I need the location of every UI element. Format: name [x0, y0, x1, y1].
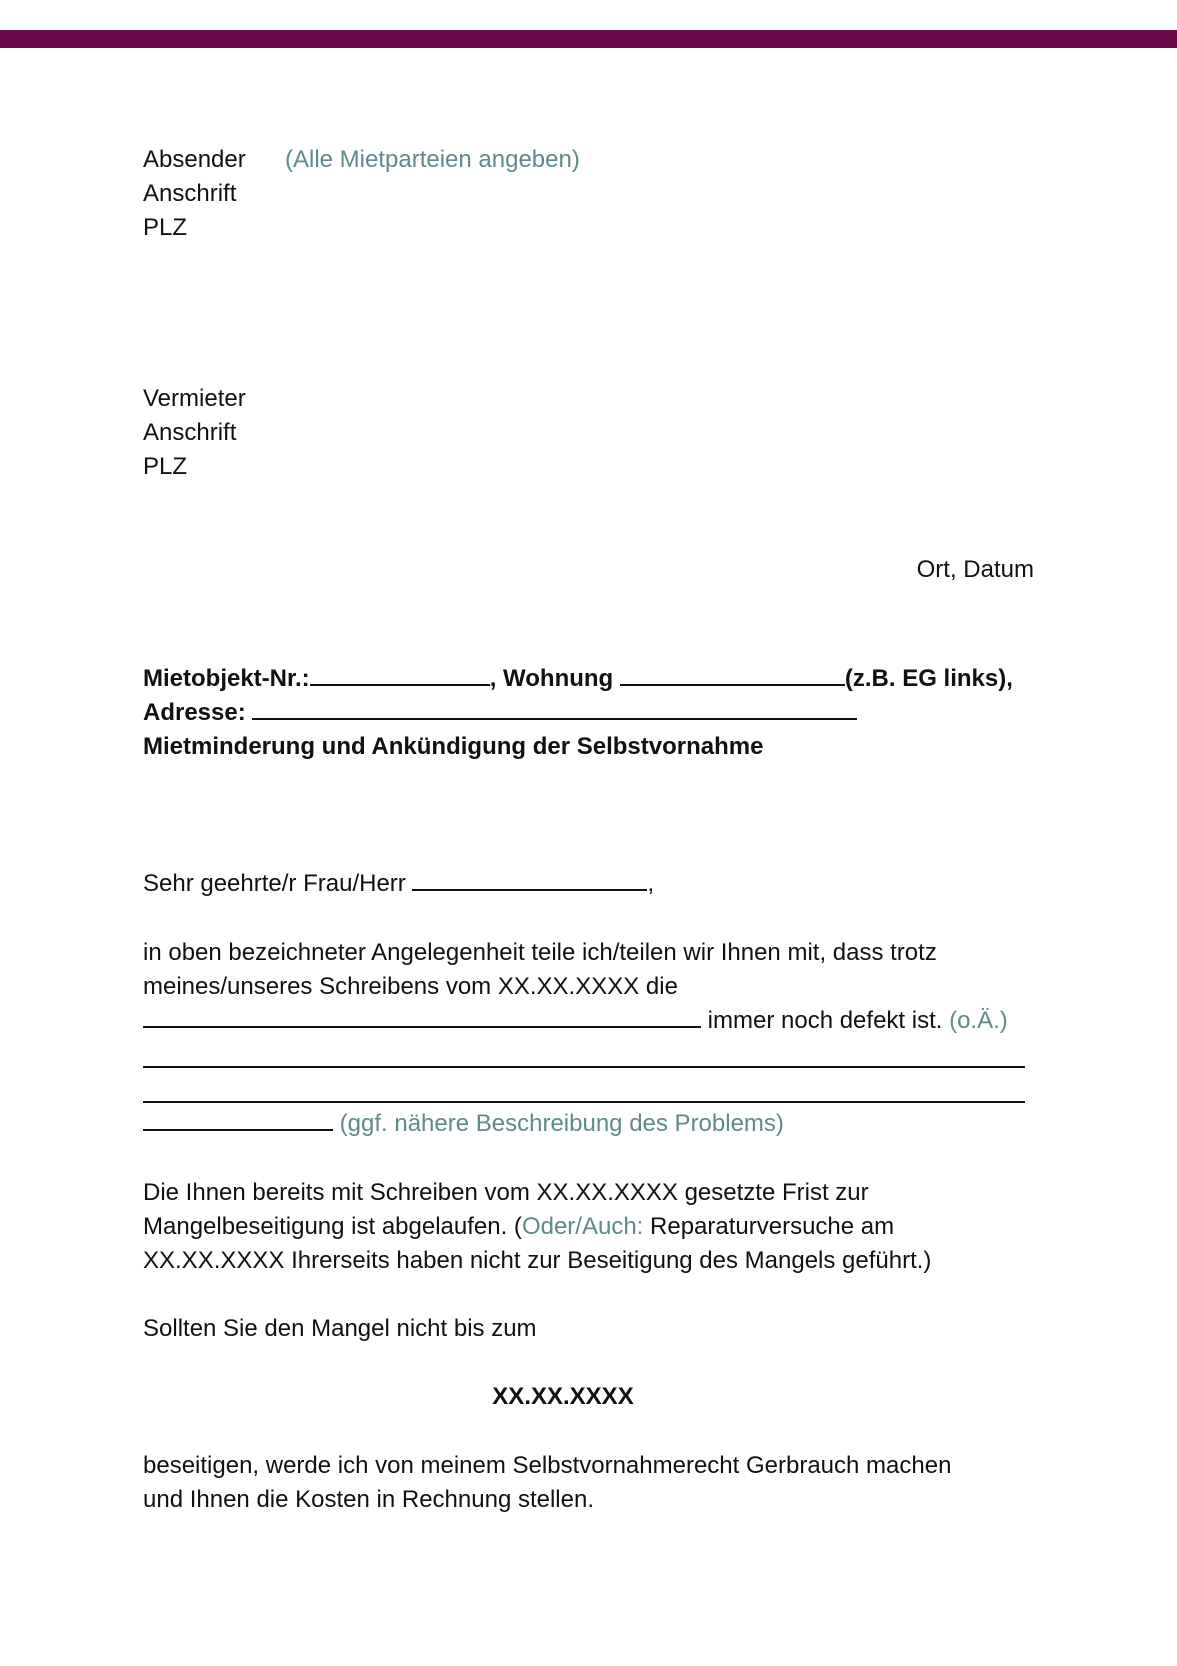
subject-object-line — [143, 662, 1013, 696]
sender-line — [143, 143, 580, 177]
para1-line1: in oben bezeichneter Angelegenheit teile ich/teilen wir Ihnen mit, dass trotz — [143, 939, 937, 966]
apartment-hint: (z.B. EG links), — [844, 665, 1013, 692]
name-blank[interactable] — [412, 867, 647, 891]
subject-address-line — [143, 696, 857, 730]
object-label: Mietobjekt-Nr.: — [143, 665, 310, 692]
address-label: Adresse: — [143, 699, 246, 726]
landlord-address: Anschrift — [143, 419, 237, 446]
salutation-comma: , — [647, 870, 655, 897]
header-bar — [0, 30, 1177, 48]
sender-note: (Alle Mietparteien angeben) — [285, 146, 580, 173]
sender-zip: PLZ — [143, 214, 188, 241]
sender-address: Anschrift — [143, 180, 237, 207]
para2-line2a: Mangelbeseitigung ist abgelaufen. ( — [143, 1213, 522, 1240]
object-number-blank[interactable] — [310, 662, 490, 686]
landlord-label: Vermieter — [143, 385, 246, 412]
para2-line2b: Reparaturversuche am — [643, 1213, 895, 1240]
para1-line3-text: immer noch defekt ist. — [707, 1007, 943, 1034]
address-blank[interactable] — [252, 696, 857, 720]
para2-line3: XX.XX.XXXX Ihrerseits haben nicht zur Beseitigung des Mangels geführt.) — [143, 1247, 932, 1274]
description-line-3 — [143, 1107, 784, 1141]
salutation — [143, 867, 654, 901]
landlord-zip: PLZ — [143, 453, 188, 480]
para3: Sollten Sie den Mangel nicht bis zum — [143, 1315, 537, 1342]
apartment-label: , Wohnung — [489, 665, 614, 692]
deadline: XX.XX.XXXX — [492, 1383, 634, 1410]
para2-line2 — [143, 1210, 894, 1244]
description-line-1[interactable] — [143, 1066, 1025, 1068]
description-line-2[interactable] — [143, 1101, 1025, 1103]
para1-line3 — [143, 1004, 1008, 1038]
apartment-blank[interactable] — [620, 662, 845, 686]
para1-line2: meines/unseres Schreibens vom XX.XX.XXXX die — [143, 973, 678, 1000]
para2-line1: Die Ihnen bereits mit Schreiben vom XX.XX.XXXX gesetzte Frist zur — [143, 1179, 869, 1206]
salutation-text: Sehr geehrte/r Frau/Herr — [143, 870, 406, 897]
sender-label: Absender — [143, 146, 246, 173]
description-note: (ggf. nähere Beschreibung des Problems) — [339, 1110, 784, 1137]
para1-note: (o.Ä.) — [949, 1007, 1008, 1034]
place-date: Ort, Datum — [916, 556, 1034, 583]
para2-note: Oder/Auch: — [521, 1213, 644, 1240]
para4-line1: beseitigen, werde ich von meinem Selbstvornahmerecht Gerbrauch machen — [143, 1452, 952, 1479]
description-blank[interactable] — [143, 1107, 333, 1131]
para4-line2: und Ihnen die Kosten in Rechnung stellen. — [143, 1486, 594, 1513]
defect-blank[interactable] — [143, 1004, 701, 1028]
subject-title: Mietminderung und Ankündigung der Selbstvornahme — [143, 733, 764, 760]
